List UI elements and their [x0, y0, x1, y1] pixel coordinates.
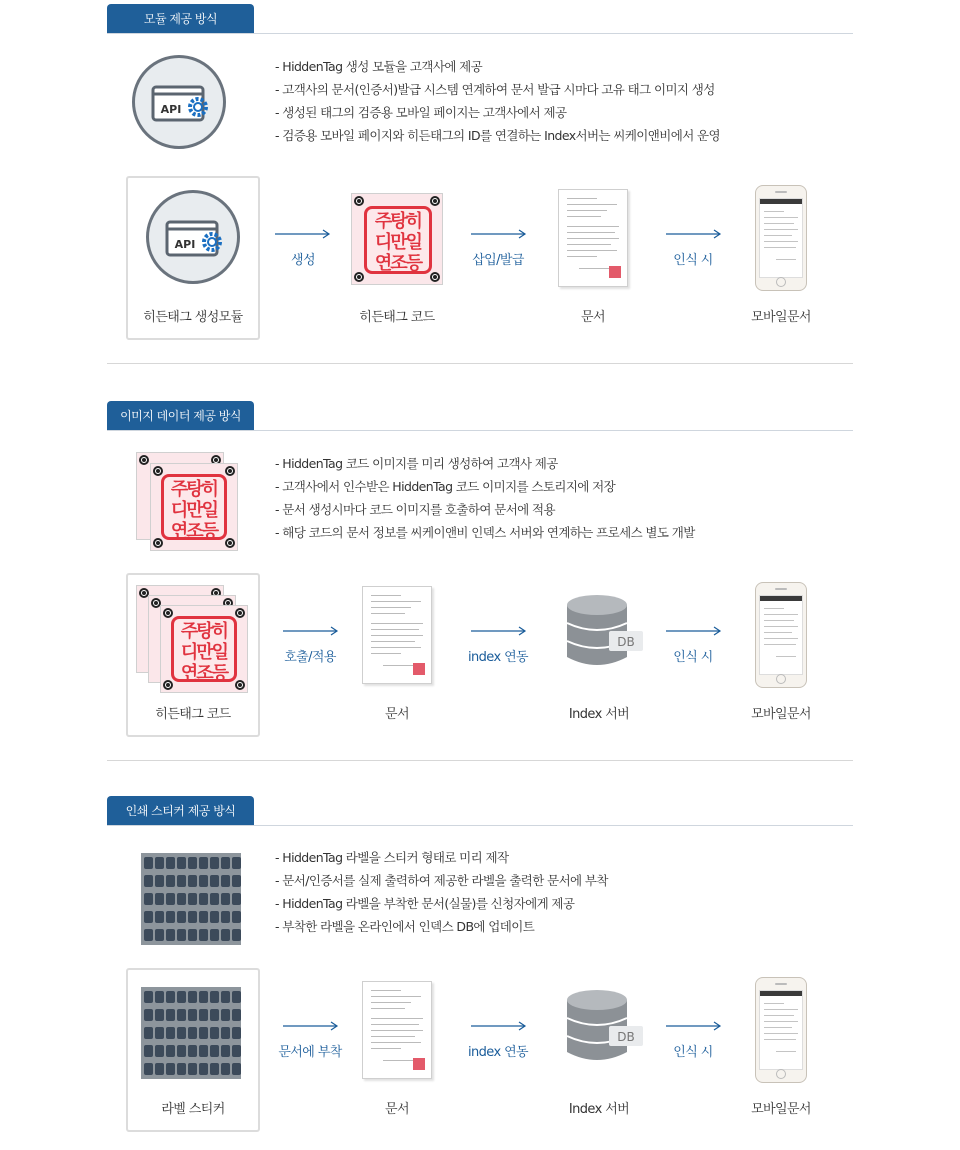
sticker-label — [232, 1063, 241, 1075]
document-image — [362, 981, 432, 1079]
sticker-label — [188, 875, 197, 887]
sticker-label — [232, 1009, 241, 1021]
mobile-phone-image — [755, 582, 807, 688]
description-item: - 검증용 모바일 페이지와 히든태그의 ID를 연결하는 Index서버는 씨케이앤비에서 운영 — [275, 128, 720, 143]
sticker-label — [155, 893, 164, 905]
section-divider — [107, 760, 853, 761]
sticker-label — [144, 911, 153, 923]
sticker-label — [210, 1027, 219, 1039]
sticker-label — [177, 1027, 186, 1039]
sticker-label — [155, 857, 164, 869]
arrow-label: 문서에 부착 — [278, 1045, 342, 1060]
sticker-label — [221, 911, 230, 923]
svg-text:DB: DB — [617, 635, 635, 649]
arrow-label: index 연동 — [467, 1045, 528, 1060]
sticker-row — [141, 893, 241, 907]
arrow-icon — [275, 229, 331, 239]
sticker-label — [221, 857, 230, 869]
sticker-label — [144, 991, 153, 1003]
flow-step-label: 히든태그 생성모듈 — [143, 310, 243, 325]
arrow-label: 호출/적용 — [284, 650, 336, 665]
database-icon — [565, 986, 645, 1068]
sticker-label — [144, 1045, 153, 1057]
sticker-label — [210, 857, 219, 869]
sticker-label — [166, 875, 175, 887]
sticker-label — [210, 875, 219, 887]
sticker-label — [232, 991, 241, 1003]
sticker-label — [199, 875, 208, 887]
sticker-label — [177, 857, 186, 869]
arrow-label: 인식 시 — [673, 1045, 713, 1060]
flow-step-label: 모바일문서 — [751, 1102, 811, 1117]
description-item: - 부착한 라벨을 온라인에서 인덱스 DB에 업데이트 — [275, 919, 535, 934]
description-item: - 고객사의 문서(인증서)발급 시스템 연계하여 문서 발급 시마다 고유 태그 이미지 생성 — [275, 82, 715, 97]
flow-step-label: Index 서버 — [568, 707, 630, 722]
sticker-label — [188, 1027, 197, 1039]
arrow-icon — [283, 626, 339, 636]
sticker-label — [199, 1063, 208, 1075]
description-item: - HiddenTag 생성 모듈을 고객사에 제공 — [275, 59, 483, 74]
sticker-label — [166, 991, 175, 1003]
arrow-icon — [471, 229, 527, 239]
sticker-label — [210, 991, 219, 1003]
sticker-label — [199, 893, 208, 905]
sticker-label — [188, 893, 197, 905]
sticker-label — [166, 911, 175, 923]
sticker-label — [155, 1009, 164, 1021]
flow-step-box — [126, 573, 260, 737]
sticker-label — [221, 929, 230, 941]
sticker-label — [177, 1009, 186, 1021]
sticker-row — [141, 1045, 241, 1059]
sticker-label — [144, 929, 153, 941]
sticker-label — [188, 1009, 197, 1021]
api-module-icon — [146, 190, 240, 284]
sticker-label — [177, 991, 186, 1003]
sticker-label — [177, 875, 186, 887]
sticker-label — [199, 857, 208, 869]
description-item: - HiddenTag 라벨을 부착한 문서(실물)를 신청자에게 제공 — [275, 896, 575, 911]
sticker-label — [221, 1009, 230, 1021]
description-item: - 해당 코드의 문서 정보를 씨케이앤비 인덱스 서버와 연계하는 프로세스 별도 개발 — [275, 525, 695, 540]
arrow-label: 삽입/발급 — [472, 253, 524, 268]
description-item: - HiddenTag 코드 이미지를 미리 생성하여 고객사 제공 — [275, 456, 558, 471]
description-item: - 고객사에서 인수받은 HiddenTag 코드 이미지를 스토리지에 저장 — [275, 479, 616, 494]
arrow-icon — [666, 1021, 722, 1031]
sticker-photo — [141, 853, 241, 945]
sticker-row — [141, 1063, 241, 1077]
section-divider — [107, 363, 853, 364]
sticker-label — [177, 1045, 186, 1057]
description-list — [275, 452, 695, 544]
tab-print-sticker[interactable]: 인쇄 스티커 제공 방식 — [107, 796, 254, 826]
stamp-icon: 주탕히 디만일 연조등 — [364, 206, 432, 274]
sticker-label — [166, 929, 175, 941]
description-list — [275, 55, 720, 147]
flow-step-label: 모바일문서 — [751, 707, 811, 722]
sticker-label — [188, 1045, 197, 1057]
sticker-label — [166, 1027, 175, 1039]
api-module-icon — [132, 55, 226, 149]
document-image — [362, 586, 432, 684]
arrow-icon — [471, 1021, 527, 1031]
stacked-stamps-icon: 주탕히 디만일 연조등 — [136, 452, 240, 552]
sticker-label — [188, 991, 197, 1003]
sticker-label — [221, 1045, 230, 1057]
sticker-label — [155, 911, 164, 923]
sticker-label — [166, 893, 175, 905]
sticker-label — [166, 857, 175, 869]
arrow-label: 인식 시 — [673, 253, 713, 268]
section-image-data — [107, 401, 853, 761]
sticker-label — [155, 1027, 164, 1039]
sticker-label — [199, 1009, 208, 1021]
sticker-label — [144, 875, 153, 887]
description-item: - 문서 생성시마다 코드 이미지를 호출하여 문서에 적용 — [275, 502, 555, 517]
sticker-row — [141, 1027, 241, 1041]
section-print-sticker — [107, 796, 853, 1136]
flow-step-label: 히든태그 코드 — [155, 707, 231, 722]
sticker-label — [232, 1027, 241, 1039]
sticker-label — [232, 875, 241, 887]
sticker-label — [166, 1045, 175, 1057]
sticker-row — [141, 1009, 241, 1023]
mobile-phone-image — [755, 185, 807, 291]
sticker-label — [221, 991, 230, 1003]
sticker-label — [199, 991, 208, 1003]
tab-divider — [107, 33, 853, 34]
sticker-photo — [141, 987, 241, 1079]
sticker-label — [166, 1009, 175, 1021]
sticker-label — [221, 875, 230, 887]
sticker-label — [177, 893, 186, 905]
svg-text:DB: DB — [617, 1030, 635, 1044]
sticker-label — [188, 929, 197, 941]
sticker-label — [210, 1045, 219, 1057]
sticker-label — [221, 1063, 230, 1075]
sticker-label — [166, 1063, 175, 1075]
sticker-row — [141, 929, 241, 943]
mobile-phone-image — [755, 977, 807, 1083]
sticker-label — [199, 1045, 208, 1057]
tab-divider — [107, 430, 853, 431]
sticker-label — [199, 1027, 208, 1039]
sticker-row — [141, 911, 241, 925]
sticker-label — [210, 1009, 219, 1021]
description-item: - HiddenTag 라벨을 스티커 형태로 미리 제작 — [275, 850, 509, 865]
sticker-label — [177, 929, 186, 941]
tab-divider — [107, 825, 853, 826]
flow-step-label: 문서 — [581, 310, 605, 325]
sticker-label — [144, 1063, 153, 1075]
arrow-label: index 연동 — [467, 650, 528, 665]
sticker-label — [221, 1027, 230, 1039]
document-image — [558, 189, 628, 287]
arrow-label: 생성 — [291, 253, 315, 268]
sticker-label — [155, 1063, 164, 1075]
sticker-row — [141, 875, 241, 889]
database-icon — [565, 591, 645, 673]
hiddentag-code-image — [351, 193, 443, 285]
flow-step-label: Index 서버 — [568, 1102, 630, 1117]
sticker-label — [144, 1027, 153, 1039]
arrow-label: 인식 시 — [673, 650, 713, 665]
sticker-label — [232, 911, 241, 923]
tab-module[interactable]: 모듈 제공 방식 — [107, 4, 254, 34]
svg-text:API: API — [174, 238, 196, 251]
sticker-label — [177, 911, 186, 923]
flow-step-label: 라벨 스티커 — [161, 1102, 225, 1117]
flow-step-box — [126, 968, 260, 1132]
sticker-label — [210, 929, 219, 941]
sticker-label — [177, 1063, 186, 1075]
sticker-label — [144, 893, 153, 905]
flow-step-box — [126, 176, 260, 340]
sticker-label — [188, 857, 197, 869]
sticker-label — [199, 911, 208, 923]
sticker-row — [141, 857, 241, 871]
sticker-label — [188, 1063, 197, 1075]
svg-text:API: API — [160, 103, 182, 116]
tab-image-data[interactable]: 이미지 데이터 제공 방식 — [107, 401, 254, 431]
sticker-label — [199, 929, 208, 941]
arrow-icon — [666, 229, 722, 239]
stacked-stamps-icon: 주탕히 디만일 연조등 — [136, 585, 248, 693]
sticker-label — [232, 893, 241, 905]
sticker-label — [210, 893, 219, 905]
sticker-label — [210, 911, 219, 923]
description-list — [275, 846, 608, 938]
sticker-label — [155, 991, 164, 1003]
arrow-icon — [283, 1021, 339, 1031]
arrow-icon — [471, 626, 527, 636]
section-module — [107, 4, 853, 364]
sticker-label — [155, 1045, 164, 1057]
sticker-label — [221, 893, 230, 905]
sticker-label — [144, 857, 153, 869]
sticker-label — [232, 857, 241, 869]
sticker-label — [232, 1045, 241, 1057]
sticker-label — [155, 929, 164, 941]
sticker-label — [144, 1009, 153, 1021]
flow-step-label: 모바일문서 — [751, 310, 811, 325]
description-item: - 생성된 태그의 검증용 모바일 페이지는 고객사에서 제공 — [275, 105, 567, 120]
sticker-label — [232, 929, 241, 941]
sticker-label — [155, 875, 164, 887]
flow-step-label: 문서 — [385, 707, 409, 722]
flow-step-label: 문서 — [385, 1102, 409, 1117]
sticker-label — [210, 1063, 219, 1075]
description-item: - 문서/인증서를 실제 출력하여 제공한 라벨을 출력한 문서에 부착 — [275, 873, 608, 888]
flow-step-label: 히든태그 코드 — [359, 310, 435, 325]
sticker-label — [188, 911, 197, 923]
arrow-icon — [666, 626, 722, 636]
sticker-row — [141, 991, 241, 1005]
